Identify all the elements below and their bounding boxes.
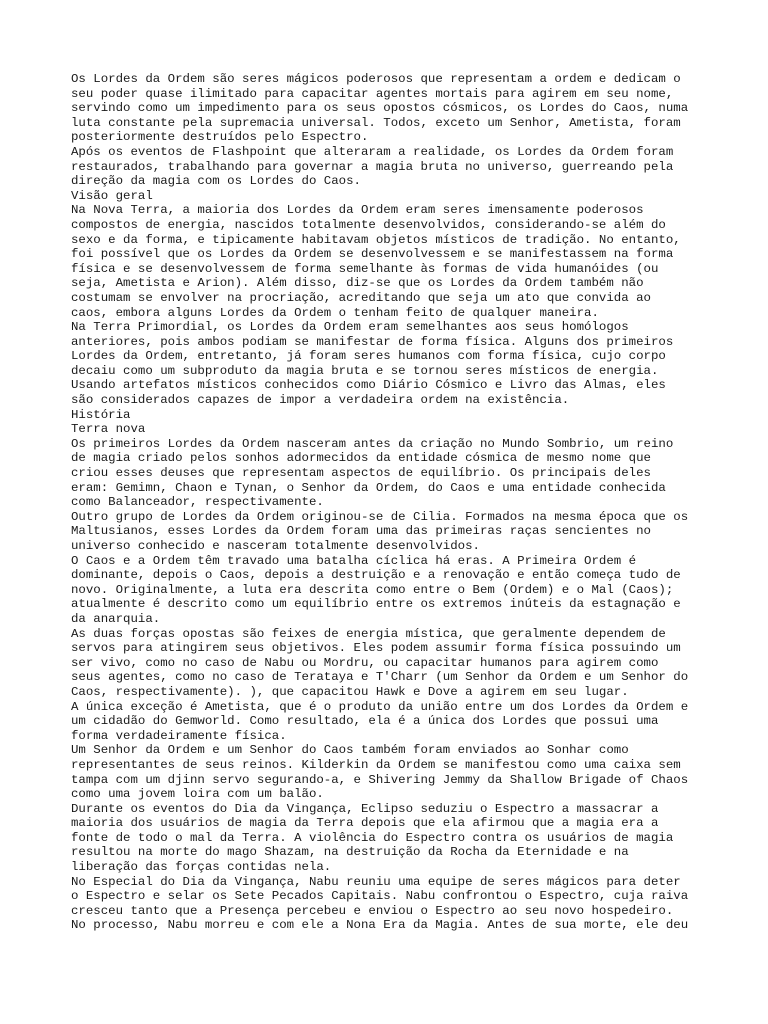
text-line: Maltusianos, esses Lordes da Ordem foram uma das primeiras raças sencientes no bbox=[71, 524, 651, 539]
text-line: Durante os eventos do Dia da Vingança, Eclipso seduziu o Espectro a massacrar a bbox=[71, 801, 659, 816]
text-line: maioria dos usuários de magia da Terra depois que ela afirmou que a magia era a bbox=[71, 816, 659, 831]
text-line: luta constante pela supremacia universal. Todos, exceto um Senhor, Ametista, foram bbox=[71, 115, 681, 130]
text-line: restaurados, trabalhando para governar a magia bruta no universo, guerreando pela bbox=[71, 159, 674, 174]
text-line: eram: Gemimn, Chaon e Tynan, o Senhor da Ordem, do Caos e uma entidade conhecida bbox=[71, 480, 666, 495]
text-line: servindo como um impedimento para os seus opostos cósmicos, os Lordes do Caos, numa bbox=[71, 101, 689, 116]
text-line: caos, embora alguns Lordes da Ordem o tenham feito de qualquer maneira. bbox=[71, 305, 599, 320]
text-line: No processo, Nabu morreu e com ele a Nona Era da Magia. Antes de sua morte, ele deu bbox=[71, 918, 689, 933]
text-line: como uma jovem loira com um balão. bbox=[71, 787, 324, 802]
text-line: direção da magia com os Lordes do Caos. bbox=[71, 174, 361, 189]
text-line: Na Nova Terra, a maioria dos Lordes da Ordem eram seres imensamente poderosos bbox=[71, 203, 644, 218]
text-line: dominante, depois o Caos, depois a destruição e a renovação e então começa tudo de bbox=[71, 568, 681, 583]
text-line: representantes de seus reinos. Kilderkin da Ordem se manifestou como uma caixa sem bbox=[71, 757, 681, 772]
text-line: como Balanceador, respectivamente. bbox=[71, 495, 324, 510]
text-line: tampa com um djinn servo segurando-a, e Shivering Jemmy da Shallow Brigade of Chaos bbox=[71, 772, 689, 787]
text-line: Caos, respectivamente). ), que capacitou Hawk e Dove a agirem em seu lugar. bbox=[71, 684, 629, 699]
text-line: posteriormente destruídos pelo Espectro. bbox=[71, 130, 369, 145]
text-line: Após os eventos de Flashpoint que alteraram a realidade, os Lordes da Ordem foram bbox=[71, 144, 674, 159]
text-line: da anarquia. bbox=[71, 611, 161, 626]
text-line: seus agentes, como no caso de Terataya e T'Charr (um Senhor da Ordem e um Senhor do bbox=[71, 670, 689, 685]
text-line: Os Lordes da Ordem são seres mágicos poderosos que representam a ordem e dedicam o bbox=[71, 72, 681, 86]
text-line: O Caos e a Ordem têm travado uma batalha cíclica há eras. A Primeira Ordem é bbox=[71, 553, 637, 568]
text-line: Usando artefatos místicos conhecidos como Diário Cósmico e Livro das Almas, eles bbox=[71, 378, 666, 393]
text-line: fonte de todo o mal da Terra. A violência do Espectro contra os usuários de magia bbox=[71, 830, 674, 845]
text-line: No Especial do Dia da Vingança, Nabu reuniu uma equipe de seres mágicos para deter bbox=[71, 874, 681, 889]
text-line: Lordes da Ordem, entretanto, já foram seres humanos com forma física, cujo corpo bbox=[71, 349, 666, 364]
text-line: foi possível que os Lordes da Ordem se desenvolvessem e se manifestassem na forma bbox=[71, 247, 674, 262]
text-line: A única exceção é Ametista, que é o produto da união entre um dos Lordes da Ordem e bbox=[71, 699, 689, 714]
text-line: Um Senhor da Ordem e um Senhor do Caos também foram enviados ao Sonhar como bbox=[71, 743, 629, 758]
text-line: seu poder quase ilimitado para capacitar agentes mortais para agirem em seu nome, bbox=[71, 86, 674, 101]
text-line: Visão geral bbox=[71, 188, 153, 203]
text-line: universo conhecido e nasceram totalmente desenvolvidos. bbox=[71, 539, 480, 553]
text-line: ser vivo, como no caso de Nabu ou Mordru, ou capacitar humanos para agirem como bbox=[71, 655, 659, 670]
text-line: atualmente é descrito como um equilíbrio entre os extremos inúteis da estagnação e bbox=[71, 597, 681, 612]
text-line: o Espectro e selar os Sete Pecados Capitais. Nabu confrontou o Espectro, cuja raiva bbox=[71, 889, 689, 904]
text-line: Os primeiros Lordes da Ordem nasceram antes da criação no Mundo Sombrio, um reino bbox=[71, 436, 674, 451]
text-line: novo. Originalmente, a luta era descrita como entre o Bem (Ordem) e o Mal (Caos); bbox=[71, 582, 674, 597]
text-line: forma verdadeiramente física. bbox=[71, 728, 287, 743]
text-line: servos para atingirem seus objetivos. Eles podem assumir forma física possuindo um bbox=[71, 641, 681, 656]
text-line: cresceu tanto que a Presença percebeu e enviou o Espectro ao seu novo hospedeiro. bbox=[71, 903, 674, 918]
text-line: Outro grupo de Lordes da Ordem originou-se de Cilia. Formados na mesma época que os bbox=[71, 509, 689, 524]
text-line: compostos de energia, nascidos totalmente desenvolvidos, considerando-se além do bbox=[71, 217, 666, 232]
text-line: anteriores, pois ambos podiam se manifestar de forma física. Alguns dos primeiros bbox=[71, 334, 674, 349]
text-line: um cidadão do Gemworld. Como resultado, ela é a única dos Lordes que possui uma bbox=[71, 714, 659, 729]
text-line: As duas forças opostas são feixes de energia mística, que geralmente dependem de bbox=[71, 626, 666, 641]
text-line: física e se desenvolvessem de forma semelhante às formas de vida humanóides (ou bbox=[71, 261, 659, 276]
text-line: Na Terra Primordial, os Lordes da Ordem eram semelhantes aos seus homólogos bbox=[71, 320, 629, 335]
text-line: decaiu como um subproduto da magia bruta e se tornou seres místicos de energia. bbox=[71, 363, 659, 378]
text-line: costumam se envolver na procriação, acreditando que seja um ato que convida ao bbox=[71, 290, 651, 305]
text-line: são considerados capazes de impor a verdadeira ordem na existência. bbox=[71, 393, 570, 408]
text-line: de magia criado pelos sonhos adormecidos da entidade cósmica de mesmo nome que bbox=[71, 451, 651, 466]
text-line: sexo e da forma, e tipicamente habitavam objetos místicos de tradição. No entanto, bbox=[71, 232, 681, 247]
text-line: liberação das forças contidas nela. bbox=[71, 860, 332, 875]
text-line: História bbox=[71, 407, 131, 422]
text-line: resultou na morte do mago Shazam, na destruição da Rocha da Eternidade e na bbox=[71, 845, 629, 860]
text-line: seja, Ametista e Arion). Além disso, diz-se que os Lordes da Ordem também não bbox=[71, 276, 644, 291]
text-line: criou esses deuses que representam aspectos de equilíbrio. Os principais deles bbox=[71, 466, 651, 481]
document-page bbox=[71, 72, 711, 933]
text-line: Terra nova bbox=[71, 422, 146, 437]
